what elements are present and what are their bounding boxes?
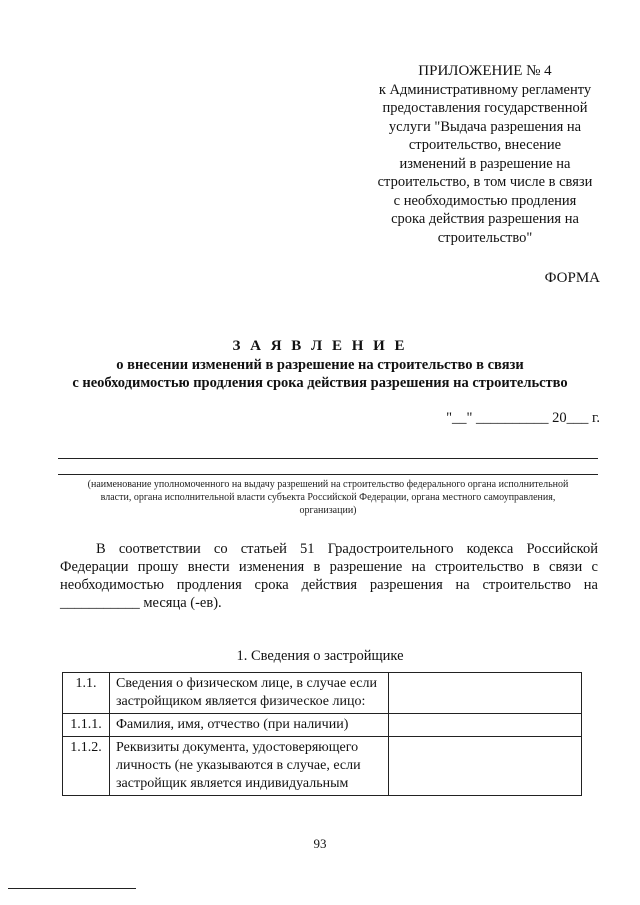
appendix-block bbox=[360, 62, 610, 247]
appendix-line: срока действия разрешения на bbox=[391, 211, 579, 227]
appendix-line: с необходимостью продления bbox=[393, 192, 577, 209]
form-label: ФОРМА bbox=[544, 270, 600, 286]
note-line: (наименование уполномоченного на выдачу разрешений на строительство федерального органа исполнительной bbox=[87, 479, 569, 490]
authority-note bbox=[58, 478, 598, 517]
page-number: 93 bbox=[313, 836, 327, 851]
subheading-line: о внесении изменений в разрешение на строительство в связи bbox=[116, 357, 524, 373]
row-number: 1.1.1. bbox=[63, 714, 110, 737]
date-line: "__" __________ 20___ г. bbox=[446, 410, 600, 426]
request-paragraph: В соответствии со статьей 51 Градостроительного кодекса Российской Федерации прошу внести изменения в разрешение на строительство в связи с необходимостью продления срока действия разрешения на строительство на ___________ месяца (-ев). bbox=[60, 541, 598, 611]
appendix-line: строительство, внесение bbox=[408, 137, 562, 153]
table-row bbox=[63, 714, 582, 737]
appendix-line: строительство" bbox=[437, 229, 533, 246]
appendix-title: ПРИЛОЖЕНИЕ № 4 bbox=[418, 63, 552, 79]
developer-info-table bbox=[62, 672, 582, 796]
appendix-line: изменений в разрешение на bbox=[399, 155, 571, 172]
note-line: власти, органа исполнительной власти субъекта Российской Федерации, органа местного самоуправления, bbox=[100, 492, 556, 503]
row-value-cell[interactable] bbox=[389, 673, 582, 714]
row-label: Фамилия, имя, отчество (при наличии) bbox=[110, 714, 389, 737]
appendix-line: к Административному регламенту bbox=[378, 81, 592, 98]
authority-line bbox=[58, 474, 598, 475]
row-number: 1.1.2. bbox=[63, 737, 110, 796]
row-number: 1.1. bbox=[63, 673, 110, 714]
note-line: организации) bbox=[299, 505, 357, 516]
subheading-line: с необходимостью продления срока действия разрешения на строительство bbox=[72, 375, 568, 391]
row-value-cell[interactable] bbox=[389, 714, 582, 737]
appendix-line: услуги "Выдача разрешения на bbox=[388, 118, 582, 135]
table-row bbox=[63, 673, 582, 714]
document-subheading bbox=[0, 356, 640, 392]
row-value-cell[interactable] bbox=[389, 737, 582, 796]
appendix-line: строительство, в том числе в связи bbox=[377, 174, 593, 190]
row-label: Сведения о физическом лице, в случае если застройщиком является физическое лицо: bbox=[110, 673, 389, 714]
document-heading: З А Я В Л Е Н И Е bbox=[232, 338, 408, 354]
appendix-line: предоставления государственной bbox=[382, 100, 588, 116]
authority-line bbox=[58, 458, 598, 459]
section-title: 1. Сведения о застройщике bbox=[236, 648, 404, 664]
row-label: Реквизиты документа, удостоверяющего личность (не указываются в случае, если застройщик является индивидуальным bbox=[110, 737, 389, 796]
footnote-divider bbox=[8, 888, 136, 889]
table-row bbox=[63, 737, 582, 796]
